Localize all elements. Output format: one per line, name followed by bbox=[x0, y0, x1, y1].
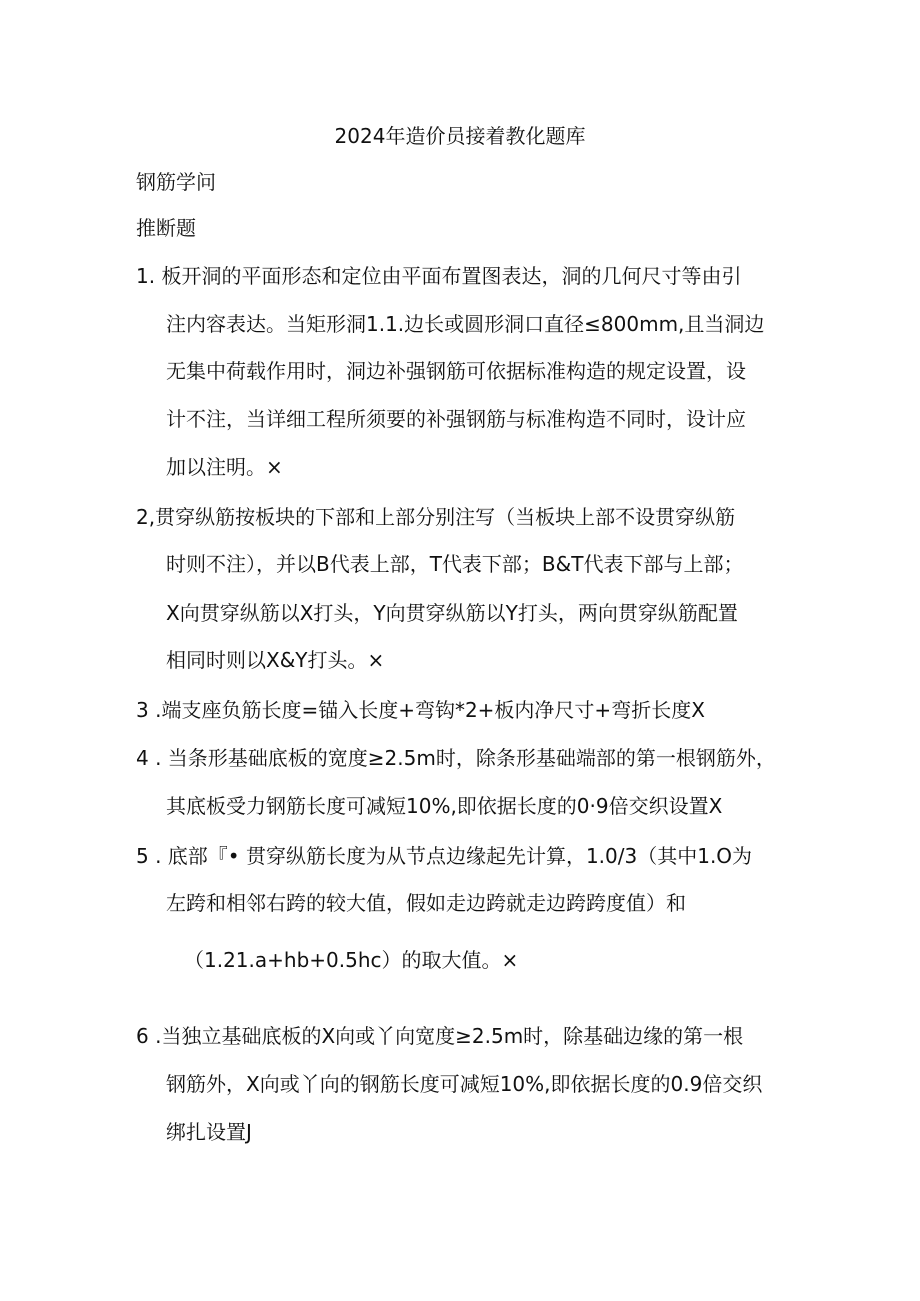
question-line: 其底板受力钢筋长度可减短10%,即依据长度的0·9倍交织设置X bbox=[166, 794, 723, 818]
question-line: 加以注明。× bbox=[166, 455, 283, 479]
question-line: 时则不注），并以B代表上部，T代表下部；B&T代表下部与上部； bbox=[166, 552, 744, 576]
question-line: 左跨和相邻右跨的较大值，假如走边跨就走边跨跨度值）和 bbox=[166, 891, 686, 915]
question-line: 6 .当独立基础底板的X向或丫向宽度≥2.5m时，除基础边缘的第一根 bbox=[136, 1024, 744, 1048]
question-line: X向贯穿纵筋以X打头，Y向贯穿纵筋以Y打头，两向贯穿纵筋配置 bbox=[166, 601, 738, 625]
question-line: （1.21.a+hb+0.5hc）的取大值。× bbox=[184, 948, 519, 972]
question-line: 相同时则以X&Y打头。× bbox=[166, 648, 385, 672]
question-line: 4 . 当条形基础底板的宽度≥2.5m时，除条形基础端部的第一根钢筋外， bbox=[136, 746, 776, 770]
section-heading: 钢筋学问 bbox=[136, 170, 216, 194]
question-line: 注内容表达。当矩形洞1.1.边长或圆形洞口直径≤800mm,且当洞边 bbox=[166, 312, 765, 336]
document-title: 2024年造价员接着教化题库 bbox=[334, 124, 586, 148]
question-line: 1. 板开洞的平面形态和定位由平面布置图表达，洞的几何尺寸等由引 bbox=[136, 264, 742, 288]
question-line: 绑扎设置J bbox=[166, 1120, 252, 1144]
question-line: 无集中荷载作用时，洞边补强钢筋可依据标准构造的规定设置，设 bbox=[166, 359, 746, 383]
question-line: 计不注，当详细工程所须要的补强钢筋与标准构造不同时，设计应 bbox=[166, 407, 746, 431]
question-line: 3 .端支座负筋长度=锚入长度+弯钩*2+板内净尺寸+弯折长度X bbox=[136, 698, 705, 722]
question-line: 5 . 底部『• 贯穿纵筋长度为从节点边缘起先计算，1.0/3（其中1.O为 bbox=[136, 844, 753, 868]
subsection-heading: 推断题 bbox=[136, 216, 196, 240]
question-line: 钢筋外，X向或丫向的钢筋长度可减短10%,即依据长度的0.9倍交织 bbox=[166, 1072, 763, 1096]
question-line: 2,贯穿纵筋按板块的下部和上部分别注写（当板块上部不设贯穿纵筋 bbox=[136, 505, 736, 529]
